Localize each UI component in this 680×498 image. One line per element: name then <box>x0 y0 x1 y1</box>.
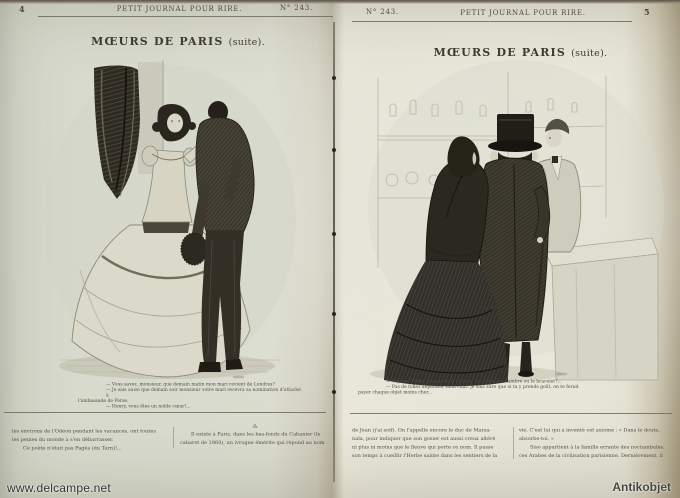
right-header-rule <box>352 21 632 22</box>
right-section-title-suffix: (suite). <box>571 48 608 59</box>
right-page-number: 5 <box>644 7 650 17</box>
caption-line: — Pas de folles dépenses, mon chat! je suis sûre que si tu y prends goût, on te ferait <box>386 384 579 390</box>
right-caption-separator <box>350 413 672 414</box>
body-line: ces Arabes de la civilisation parisienne. Dernièrement, il <box>519 453 663 459</box>
body-line: Siso appartient à la famille errante des noctambules, <box>530 444 665 450</box>
body-line: Ce poète n'était pas Pagès (du Tarn)!... <box>23 445 122 451</box>
caption-line: l'ambassade de Perse. <box>78 398 129 404</box>
right-body-right-column <box>519 426 672 460</box>
left-page-number: 4 <box>19 4 25 14</box>
caption-line: payer chaque objet moins cher... <box>358 390 433 395</box>
right-column-divider <box>513 427 514 459</box>
engraver-mark <box>556 373 567 375</box>
left-column-divider <box>173 427 174 448</box>
left-caption <box>78 382 303 410</box>
left-section-title-suffix: (suite). <box>228 37 265 48</box>
body-line: absorbe-toi. » <box>519 436 554 442</box>
body-line: de Jean (j'ai soif). On l'appelle encore le duc de Marsa- <box>352 427 492 433</box>
body-line: ni plus ni moins que le fleuve qui porte ce nom. Il passe <box>352 444 494 450</box>
right-caption <box>358 379 658 396</box>
binding-stitch <box>332 76 336 80</box>
right-section-title-text: MŒURS DE PARIS <box>433 46 567 59</box>
left-body-right-column <box>180 424 330 447</box>
right-section-title <box>398 46 643 59</box>
body-line: Il existe à Paris, dans les bas-fonds du Cabanier (le <box>191 431 321 437</box>
right-issue-number: N° 243. <box>366 8 400 16</box>
left-issue-number: N° 243. <box>280 4 314 12</box>
asterism-ornament: ⁂ <box>252 424 258 430</box>
body-line: les environs de l'Odéon pendant les vacances, ont toutes <box>12 428 156 434</box>
watermark-antikobjet: Antikobjet <box>612 480 671 494</box>
left-section-title-text: MŒURS DE PARIS <box>91 35 224 48</box>
right-illustration <box>366 68 666 380</box>
caption-line: — Voyons, Titine, prends-tu la voiture, les bonbons d'ambre ou le bracelet?... <box>386 379 562 384</box>
left-caption-separator <box>4 412 326 413</box>
body-line: son temps à cueillir l'Herbe sainte dans les sentiers de la <box>352 453 498 459</box>
watermark-delcampe: www.delcampe.net <box>7 481 111 495</box>
book-gutter <box>333 22 335 482</box>
body-line: vie. C'est lui qui a inventé cet axiome : « Dans le doute, <box>519 427 660 433</box>
caption-line: — Vous savez, monsieur, que demain matin mon mari revient de Londres? <box>106 382 275 387</box>
caption-line: — Henry, vous êtes un noble cœur!... <box>106 404 191 409</box>
left-illustration <box>42 60 302 382</box>
left-header-rule <box>38 16 333 17</box>
left-masthead: PETIT JOURNAL POUR RIRE. <box>116 5 243 13</box>
engraver-mark <box>233 376 244 378</box>
binding-stitch <box>332 232 336 236</box>
binding-stitch <box>332 390 336 394</box>
binding-stitch <box>332 148 336 152</box>
caption-line: — Je sais aussi que demain soir monsieur votre mari recevra sa nomination d'attaché à <box>106 387 301 398</box>
body-line: nala, pour indiquer que son gosier est aussi creux altéré <box>352 436 496 442</box>
photo-top-edge <box>0 0 680 4</box>
right-masthead: PETIT JOURNAL POUR RIRE. <box>460 9 586 17</box>
body-line: les peines du monde à s'en débarrasser. <box>12 437 114 443</box>
left-body-left-column <box>12 427 173 453</box>
right-body-left-column <box>352 426 513 460</box>
body-line: cabaret de 1860), un ivrogne émérite qui répond au nom <box>180 440 325 446</box>
left-section-title <box>58 35 298 48</box>
binding-stitch <box>332 312 336 316</box>
